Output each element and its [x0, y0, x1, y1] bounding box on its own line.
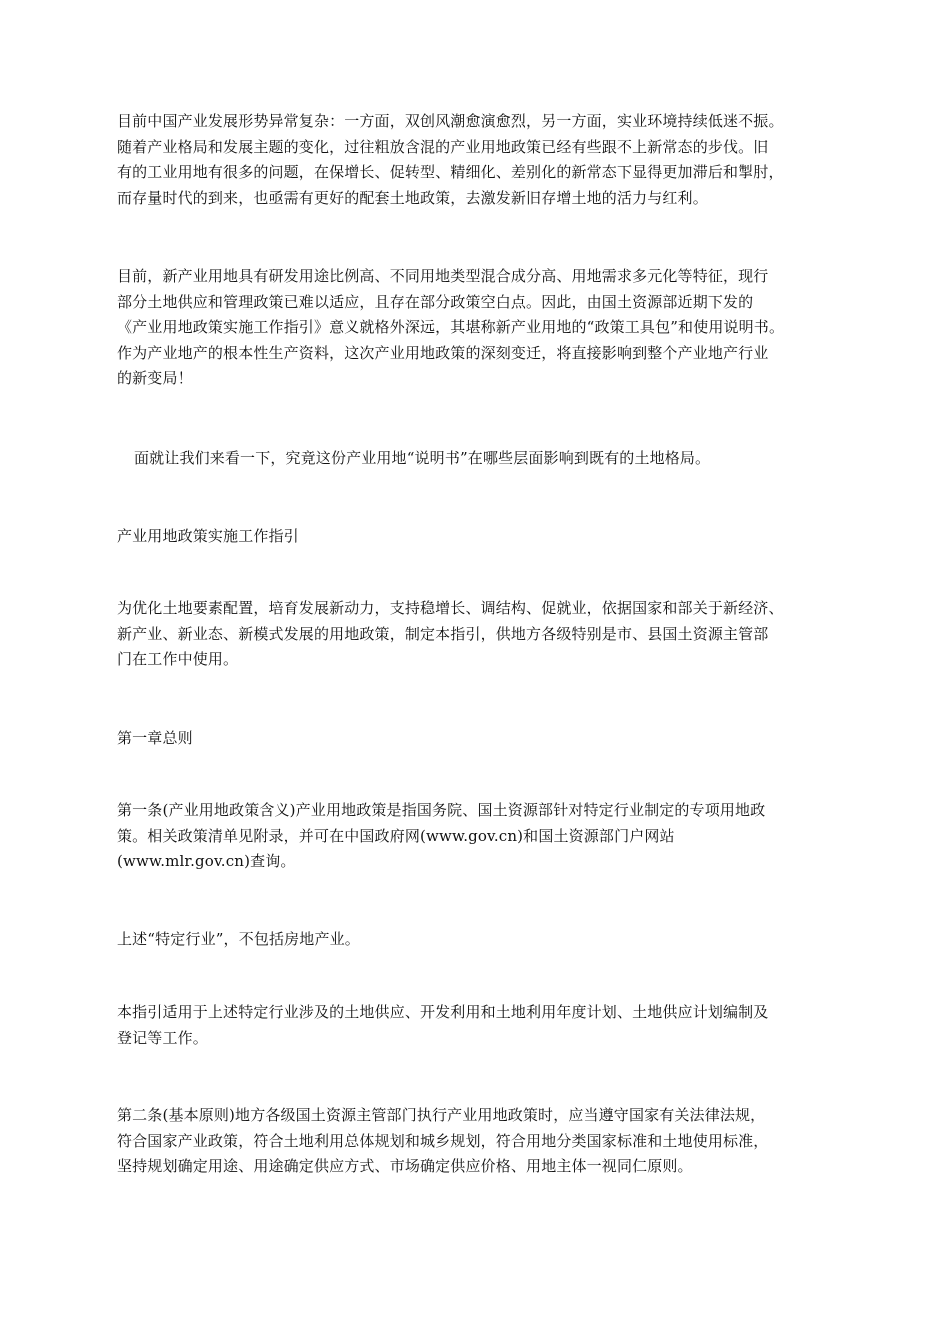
text-line: 而存量时代的到来，也亟需有更好的配套土地政策，去激发新旧存增土地的活力与红利。: [117, 188, 708, 207]
text-line: 策。相关政策清单见附录，并可在中国政府网(www.gov.cn)和国土资源部门户网站: [117, 826, 675, 845]
text-line: 《产业用地政策实施工作指引》意义就格外深远，其堪称新产业用地的“政策工具包”和使用说明书。: [117, 318, 785, 336]
text-line: 为优化土地要素配置，培育发展新动力，支持稳增长、调结构、促就业，依据国家和部关于新经济、: [117, 599, 784, 617]
text-line: 门在工作中使用。: [117, 650, 239, 668]
text-line: 第一条(产业用地政策含义)产业用地政策是指国务院、国土资源部针对特定行业制定的专项用地政: [117, 801, 766, 819]
text-line: 符合国家产业政策，符合土地利用总体规划和城乡规划，符合用地分类国家标准和土地使用标准，: [117, 1131, 769, 1150]
paragraph-guide-purpose: [117, 596, 862, 673]
chapter-heading-general: [117, 726, 862, 752]
paragraph-scope: [117, 1000, 862, 1051]
section-heading-guide-title: [117, 524, 862, 550]
text-line: 的新变局！: [117, 369, 193, 387]
text-line: 目前中国产业发展形势异常复杂：一方面，双创风潮愈演愈烈，另一方面，实业环境持续低迷不振。: [117, 112, 784, 130]
text-line: 产业用地政策实施工作指引: [117, 527, 299, 545]
text-line: 随着产业格局和发展主题的变化，过往粗放含混的产业用地政策已经有些跟不上新常态的步伐。旧: [117, 137, 769, 156]
text-line: 第一章总则: [117, 729, 193, 747]
paragraph-specific-industry-note: [117, 927, 862, 953]
text-line: 登记等工作。: [117, 1028, 208, 1047]
paragraph-intro: [134, 446, 879, 472]
text-line: 上述“特定行业”，不包括房地产业。: [117, 930, 360, 948]
text-line: 面就让我们来看一下，究竟这份产业用地“说明书”在哪些层面影响到既有的土地格局。: [134, 449, 711, 467]
paragraph-article-one: [117, 798, 862, 875]
text-line: 部分土地供应和管理政策已难以适应，且存在部分政策空白点。因此，由国土资源部近期下发的: [117, 292, 754, 311]
text-line: (www.mlr.gov.cn)查询。: [117, 852, 296, 870]
text-line: 新产业、新业态、新模式发展的用地政策，制定本指引，供地方各级特别是市、县国土资源主管部: [117, 624, 769, 643]
text-line: 作为产业地产的根本性生产资料，这次产业用地政策的深刻变迁，将直接影响到整个产业地产行业: [117, 343, 769, 362]
text-line: 目前，新产业用地具有研发用途比例高、不同用地类型混合成分高、用地需求多元化等特征，现行: [117, 267, 769, 285]
text-line: 第二条(基本原则)地方各级国土资源主管部门执行产业用地政策时，应当遵守国家有关法律法规，: [117, 1106, 766, 1124]
paragraph-industry-situation: [117, 109, 862, 211]
text-line: 有的工业用地有很多的问题，在保增长、促转型、精细化、差别化的新常态下显得更加滞后和掣肘，: [117, 163, 784, 181]
text-line: 本指引适用于上述特定行业涉及的土地供应、开发利用和土地利用年度计划、土地供应计划编制及: [117, 1003, 769, 1021]
text-line: 坚持规划确定用途、用途确定供应方式、市场确定供应价格、用地主体一视同仁原则。: [117, 1157, 693, 1175]
paragraph-new-industry-land: [117, 264, 862, 392]
paragraph-article-two: [117, 1103, 862, 1180]
